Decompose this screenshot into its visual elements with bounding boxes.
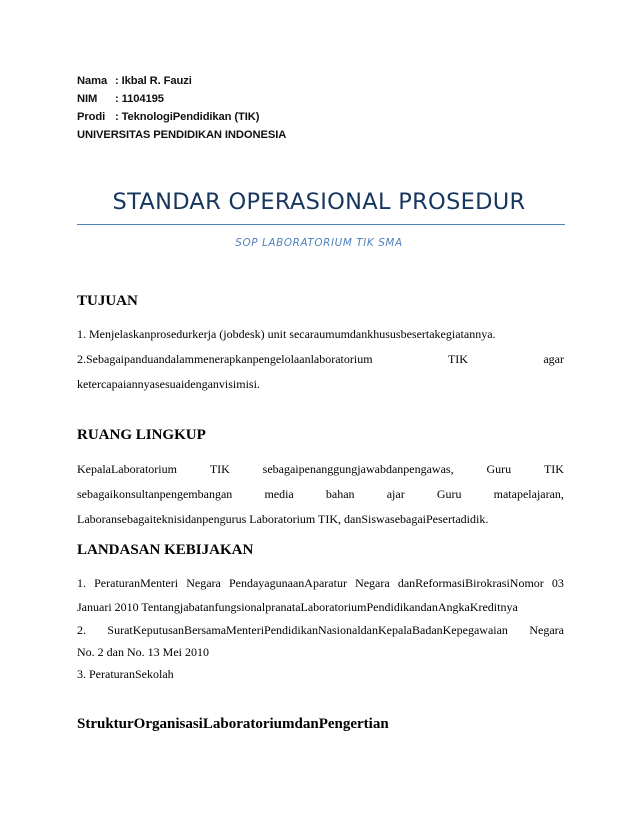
document-subtitle: SOP LABORATORIUM TIK SMA: [235, 237, 403, 249]
section-heading-struktur: StrukturOrganisasiLaboratoriumdanPengertian: [77, 716, 389, 732]
name-value: : Ikbal R. Fauzi: [115, 75, 192, 87]
word: bahan: [325, 487, 355, 501]
word: danReformasiBirokrasiNomor: [397, 576, 544, 590]
section-heading-ruang-lingkup: RUANG LINGKUP: [77, 427, 206, 443]
landasan-line-4: No. 2 dan No. 13 Mei 2010: [77, 645, 209, 659]
word: SuratKeputusanBersamaMenteriPendidikanNasionaldanKepalaBadanKepegawaian: [107, 623, 508, 637]
word: TIK: [543, 462, 564, 476]
nim-label: NIM: [77, 93, 98, 105]
ruang-lingkup-line-2: [77, 487, 564, 502]
word: agar: [543, 352, 564, 366]
word: Guru: [486, 462, 512, 476]
word: Guru: [436, 487, 462, 501]
word: TIK: [447, 352, 468, 366]
word: PendayagunaanAparatur: [228, 576, 347, 590]
tujuan-line-3: ketercapaiannyasesuaidenganvisimisi.: [77, 377, 260, 391]
section-heading-tujuan: TUJUAN: [77, 293, 138, 309]
word: Negara: [355, 576, 390, 590]
ruang-lingkup-line-1: [77, 462, 564, 477]
name-row: [77, 75, 192, 87]
name-label: Nama: [77, 75, 108, 87]
title-divider: [77, 224, 565, 225]
word: Negara: [529, 623, 564, 637]
word: KepalaLaboratorium: [77, 462, 177, 476]
word: sebagaikonsultanpengembangan: [77, 487, 233, 501]
word: 1.: [77, 576, 86, 590]
document-title: STANDAR OPERASIONAL PROSEDUR: [112, 189, 526, 215]
section-heading-landasan: LANDASAN KEBIJAKAN: [77, 542, 254, 558]
university-name: UNIVERSITAS PENDIDIKAN INDONESIA: [77, 129, 287, 141]
ruang-lingkup-line-3: Laboransebagaiteknisidanpengurus Laboratorium TIK, danSiswasebagaiPesertadidik.: [77, 512, 489, 526]
word: media: [264, 487, 294, 501]
word: matapelajaran,: [493, 487, 564, 501]
landasan-line-1: [77, 576, 564, 591]
prodi-value: : TeknologiPendidikan (TIK): [115, 111, 260, 123]
landasan-line-2: Januari 2010 TentangjabatanfungsionalpranataLaboratoriumPendidikandanAngkaKreditnya: [77, 600, 518, 614]
landasan-line-3: [77, 623, 564, 638]
tujuan-line-2: [77, 352, 564, 367]
word: 2.Sebagaipanduandalammenerapkanpengelolaanlaboratorium: [77, 352, 373, 366]
tujuan-line-1: 1. Menjelaskanprosedurkerja (jobdesk) unit secaraumumdankhususbesertakegiatannya.: [77, 327, 496, 341]
nim-row: [77, 93, 164, 105]
word: TIK: [209, 462, 230, 476]
landasan-line-5: 3. PeraturanSekolah: [77, 667, 174, 681]
word: 03: [551, 576, 564, 590]
prodi-label: Prodi: [77, 111, 106, 123]
word: PeraturanMenteri: [94, 576, 179, 590]
word: 2.: [77, 623, 86, 637]
nim-value: : 1104195: [115, 93, 164, 105]
word: ajar: [386, 487, 405, 501]
word: sebagaipenanggungjawabdanpengawas,: [262, 462, 454, 476]
prodi-row: [77, 111, 259, 123]
word: Negara: [186, 576, 221, 590]
